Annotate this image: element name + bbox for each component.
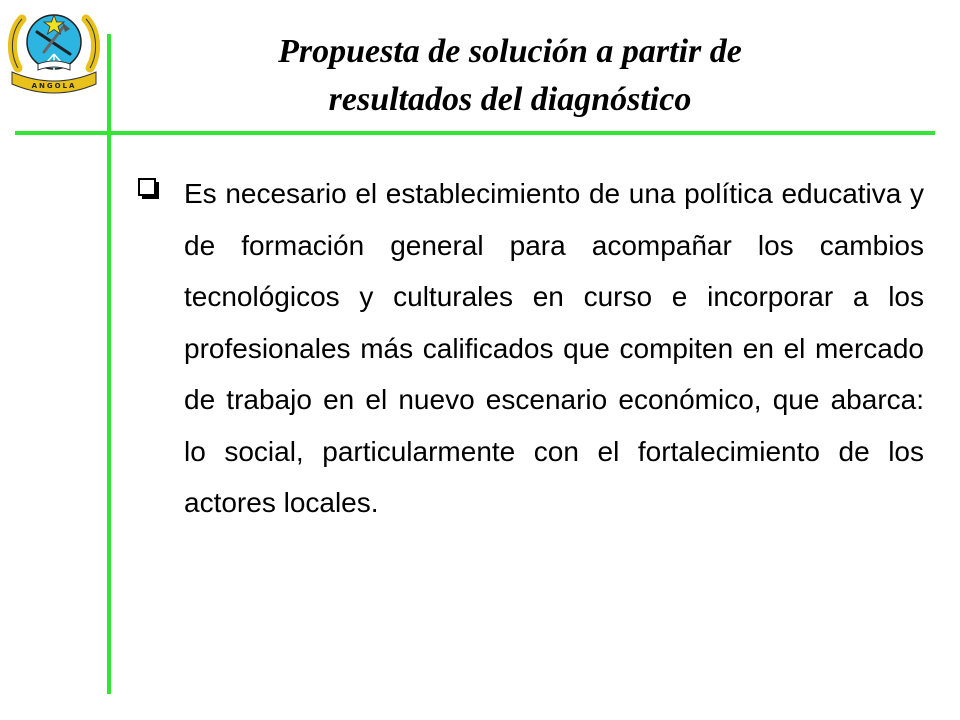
bullet-text: Es necesario el establecimiento de una política educativa y de formación general para acompañar los cambios tecnológicos y culturales en curso e incorporar a los profesionales más calificados que compiten en el mercado de trabajo en el nuevo escenario económico, que abarca: lo social, particularmente con el fortalecimiento de los actores locales. [184, 178, 924, 518]
horizontal-divider [15, 131, 935, 135]
angola-emblem-icon [4, 2, 104, 102]
square-bullet-icon [138, 178, 160, 200]
slide-title-line-2: resultados del diagnóstico [328, 81, 692, 118]
slide-title [170, 28, 850, 124]
bullet-item [138, 168, 924, 529]
svg-text:ANGOLA: ANGOLA [31, 82, 77, 90]
slide-title-line-1: Propuesta de solución a partir de [278, 33, 742, 70]
